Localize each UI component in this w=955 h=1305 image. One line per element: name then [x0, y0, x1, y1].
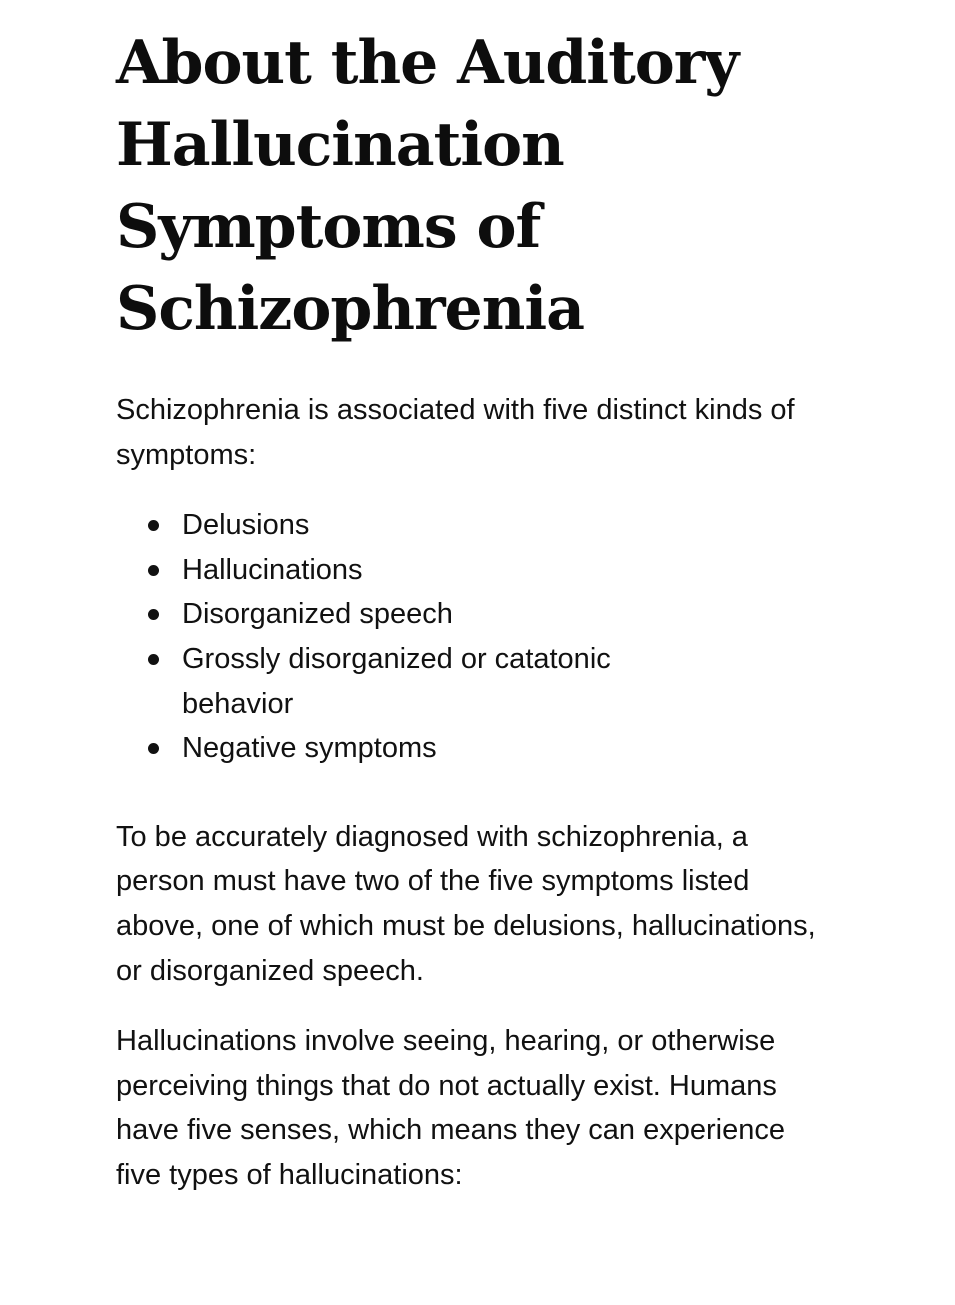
list-item: [116, 637, 662, 726]
article: [116, 22, 816, 1198]
list-item-label: Delusions: [182, 509, 310, 542]
list-item-label: Disorganized speech: [182, 598, 453, 631]
list-item: [116, 503, 662, 548]
intro-paragraph: Schizophrenia is associated with five distinct kinds of symptoms:: [116, 394, 795, 471]
symptom-list: [116, 503, 816, 771]
list-item: [116, 548, 662, 593]
bullet-icon: [148, 565, 159, 576]
list-item: [116, 726, 662, 771]
bullet-icon: [148, 654, 159, 665]
article-title: About the Auditory Hallucination Symptoms of Schizophrenia: [116, 28, 739, 344]
bullet-icon: [148, 520, 159, 531]
diagnosis-paragraph: To be accurately diagnosed with schizophrenia, a person must have two of the five symptoms listed above, one of which must be delusions, hallucinations, or disorganized speech.: [116, 820, 816, 987]
hallucinations-paragraph: Hallucinations involve seeing, hearing, or otherwise perceiving things that do not actually exist. Humans have five senses, which means they can experience five types of hallucinations:: [116, 1025, 785, 1191]
list-item-label: Grossly disorganized or catatonic behavior: [182, 642, 611, 720]
bullet-icon: [148, 609, 159, 620]
bullet-icon: [148, 743, 159, 754]
list-item: [116, 592, 662, 637]
list-item-label: Hallucinations: [182, 553, 363, 586]
list-item-label: Negative symptoms: [182, 732, 437, 765]
